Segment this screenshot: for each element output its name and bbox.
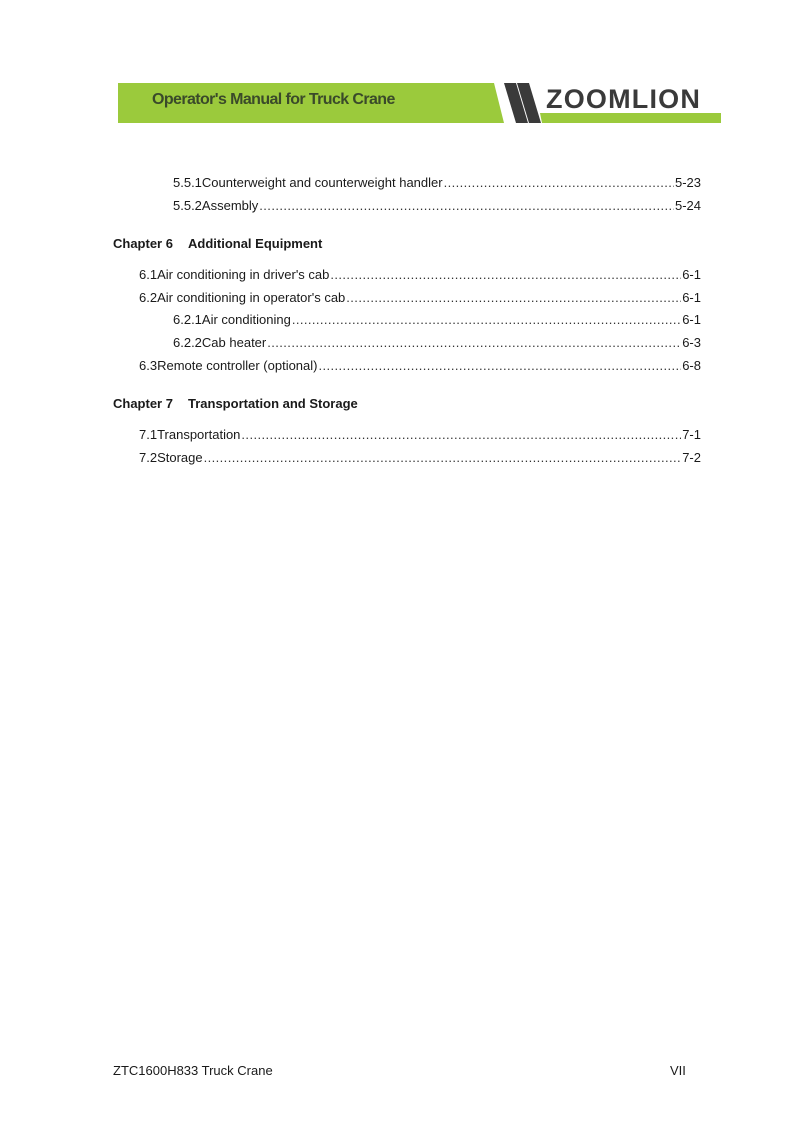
toc-entry-6-2-1[interactable] — [173, 311, 701, 329]
toc-entry-title: Air conditioning in driver's cab — [157, 267, 330, 282]
chapter-6-heading[interactable] — [113, 236, 322, 251]
toc-entry-title: Transportation — [157, 427, 241, 442]
toc-entry-title: Storage — [157, 450, 203, 465]
toc-entry-page: 6-1 — [682, 312, 701, 327]
toc-entry-title: Counterweight and counterweight handler — [201, 175, 443, 190]
toc-entry-5-5-2[interactable] — [173, 197, 701, 215]
toc-entry-7-1[interactable] — [139, 426, 701, 444]
toc-entry-number: 6.2.1 — [173, 312, 202, 327]
toc-entry-page: 5-24 — [674, 198, 701, 213]
toc-entry-number: 7.2 — [139, 450, 158, 465]
toc-entry-page: 6-3 — [682, 335, 701, 350]
toc-dot-leader — [346, 289, 681, 307]
toc-entry-title: Air conditioning — [201, 312, 291, 327]
zoomlion-logo: ZOOMLION — [546, 84, 702, 114]
toc-entry-6-2-2[interactable] — [173, 334, 701, 352]
toc-entry-title: Air conditioning in operator's cab — [157, 290, 346, 305]
manual-title: Operator's Manual for Truck Crane — [152, 91, 395, 108]
toc-entry-number: 6.2.2 — [173, 335, 202, 350]
toc-entry-number: 5.5.2 — [173, 198, 202, 213]
toc-dot-leader — [259, 197, 674, 215]
toc-entry-title: Assembly — [201, 198, 259, 213]
toc-entry-number: 6.2 — [139, 290, 158, 305]
toc-entry-5-5-1[interactable] — [173, 174, 701, 192]
toc-dot-leader — [318, 357, 681, 375]
toc-entry-number: 5.5.1 — [173, 175, 202, 190]
toc-dot-leader — [292, 311, 681, 329]
toc-dot-leader — [204, 449, 682, 467]
toc-entry-number: 6.3 — [139, 358, 158, 373]
chapter-title: Transportation and Storage — [188, 396, 358, 411]
toc-entry-page: 6-1 — [682, 290, 701, 305]
toc-entry-page: 5-23 — [674, 175, 701, 190]
toc-entry-6-1[interactable] — [139, 266, 701, 284]
chapter-7-heading[interactable] — [113, 396, 358, 411]
chapter-title: Additional Equipment — [188, 236, 323, 251]
toc-entry-title: Cab heater — [201, 335, 267, 350]
footer-document-name: ZTC1600H833 Truck Crane — [113, 1063, 273, 1078]
page-header — [118, 83, 721, 123]
toc-dot-leader — [444, 174, 674, 192]
toc-entry-6-2[interactable] — [139, 289, 701, 307]
chapter-label: Chapter 6 — [113, 236, 173, 251]
toc-entry-page: 7-1 — [682, 427, 701, 442]
toc-entry-7-2[interactable] — [139, 449, 701, 467]
toc-dot-leader — [330, 266, 681, 284]
toc-entry-page: 6-1 — [682, 267, 701, 282]
toc-entry-title: Remote controller (optional) — [157, 358, 318, 373]
toc-entry-number: 7.1 — [139, 427, 158, 442]
toc-dot-leader — [267, 334, 681, 352]
toc-entry-number: 6.1 — [139, 267, 158, 282]
toc-entry-page: 6-8 — [682, 358, 701, 373]
toc-entry-6-3[interactable] — [139, 357, 701, 375]
toc-dot-leader — [241, 426, 681, 444]
chapter-label: Chapter 7 — [113, 396, 173, 411]
toc-entry-page: 7-2 — [682, 450, 701, 465]
footer-page-number: VII — [670, 1063, 686, 1078]
